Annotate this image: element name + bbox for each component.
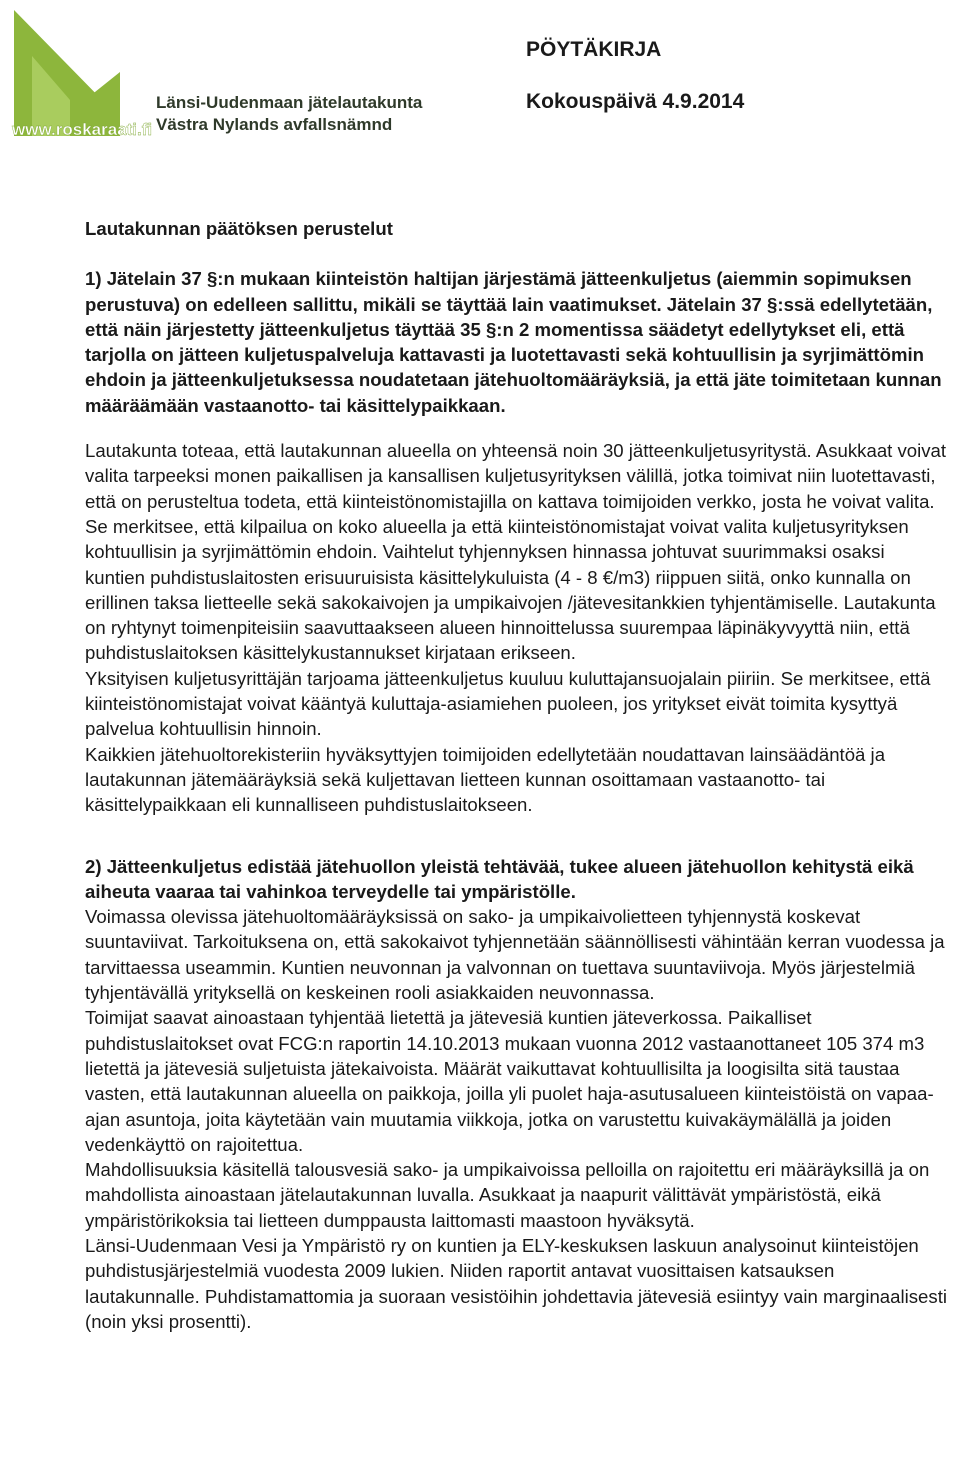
paragraph-waste-register: Kaikkien jätehuoltorekisteriin hyväksyttyjen toimijoiden edellytetään noudattavan lainsäädäntöä ja lautakunnan jätemääräyksiä sekä kuljettavan lietteen kunnan osoittamaan vastaanotto- tai käsittelypaikkaan eli kunnalliseen puhdistuslaitokseen. [85, 743, 886, 816]
logo-website: www.roskaraati.fi [12, 120, 153, 139]
logo-org-fi: Länsi-Uudenmaan jätelautakunta [156, 93, 423, 112]
document-title: PÖYTÄKIRJA [526, 38, 662, 61]
org-logo [8, 8, 428, 143]
paragraph-consumer-protection: Yksityisen kuljetusyrittäjän tarjoama jätteenkuljetus kuuluu kuluttajansuojalain piiriin. Se merkitsee, että kiinteistönomistajat voivat kääntyä kuluttaja-asiamiehen puoleen, jos yritykset eivät toimita kysyttyä palvelua kohtuullisin hinnoin. [85, 667, 931, 740]
paragraph-field-treatment: Mahdollisuuksia käsitellä talousvesiä sako- ja umpikaivoissa pelloilla on rajoitettu eri määräyksillä ja on mahdollista ainoastaan jätelautakunnan luvalla. Asukkaat ja naapurit välittävät ympäristöstä, eikä ympäristörikoksia tai lietteen dumppausta laittomasti maastoon hyväksytä. [85, 1159, 930, 1231]
section-heading: Lautakunnan päätöksen perustelut [85, 218, 393, 239]
paragraph-analysis: Länsi-Uudenmaan Vesi ja Ympäristö ry on kuntien ja ELY-keskuksen laskuun analysoinut kiinteistöjen puhdistusjärjestelmiä vuodesta 2009 lukien. Niiden raportit antavat vuosittaisen katsauksen lautakunnalle. Puhdistamattomia ja suoraan vesistöihin johdettavia jätevesiä esiintyy vain marginaalisesti (noin yksi prosentti). [85, 1234, 947, 1332]
meeting-date: Kokouspäivä 4.9.2014 [526, 90, 745, 113]
paragraph-treatment-plants: Toimijat saavat ainoastaan tyhjentää lietettä ja jätevesiä kuntien jäteverkossa. Paikalliset puhdistuslaitokset ovat FCG:n raportin 14.10.2013 mukaan vuonna 2012 vastaanottaneet 105 374 m3 lietettä ja jätevesiä suljetuista jätekaivoista. Määrät vaikuttavat kohtuullisilta ja loogisilta sitä taustaa vasten, että lautakunnan alueella on paikkoja, joilla yli puolet haja-asutusalueen kiinteistöistä on vapaa-ajan asuntoja, joita käytetään vain muutamia viikkoja, jotka on varustettu kuivakäymälällä ja joiden vedenkäyttö on rajoitettua. [85, 1007, 934, 1155]
justification-point-1: 1) Jätelain 37 §:n mukaan kiinteistön haltijan järjestämä jätteenkuljetus (aiemmin sopimuksen perustuva) on edelleen sallittu, mikäli se täyttää lain vaatimukset. Jätelain 37 §:ssä edellytetään, että näin järjestetty jätteenkuljetus täyttää 35 §:n 2 momentissa säädetyt edellytykset eli, että tarjolla on jätteen kuljetuspalveluja kattavasti ja luotettavasti sekä kohtuullisin ja syrjimättömin ehdoin ja jätteenkuljetuksessa noudatetaan jätehuoltomääräyksiä, ja että jäte toimitetaan kunnan määräämään vastaanotto- tai käsittelypaikkaan. [85, 268, 942, 416]
document-body [85, 216, 949, 1334]
logo-org-sv: Västra Nylands avfallsnämnd [156, 115, 393, 134]
paragraph-transport-companies: Lautakunta toteaa, että lautakunnan alueella on yhteensä noin 30 jätteenkuljetusyritystä. Asukkaat voivat valita tarpeeksi monen paikallisen ja kansallisen kuljetusyrityksen välillä, jotka toimivat niin luotettavasti, että on perusteltua todeta, että kiinteistönomistajilla on kattava toimijoiden verkko, josta he voivat valita. Se merkitsee, että kilpailua on koko alueella ja että kiinteistönomistajat voivat valita kuljetusyrityksen kohtuullisin ja syrjimättömin ehdoin. Vaihtelut tyhjennyksen hinnassa johtuvat suurimmaksi osaksi kuntien puhdistuslaitosten erisuuruisista käsittelykuluista (4 - 8 €/m3) riippuen siitä, onko kunnalla on erillinen taksa lietteelle sekä sakokaivojen ja umpikaivojen /jätevesitankkien tyhjentämiselle. Lautakunta on ryhtynyt toimenpiteisiin saavuttaakseen alueen hinnoittelussa suurempaa läpinäkyvyyttä niin, että puhdistuslaitoksen käsittelykustannukset kirjataan erikseen. [85, 440, 947, 664]
justification-point-2: 2) Jätteenkuljetus edistää jätehuollon yleistä tehtävää, tukee alueen jätehuollon kehitystä eikä aiheuta vaaraa tai vahinkoa terveydelle tai ympäristölle. [85, 855, 914, 902]
paragraph-regulations: Voimassa olevissa jätehuoltomääräyksissä on sako- ja umpikaivolietteen tyhjennystä koskevat suuntaviivat. Tarkoituksena on, että sakokaivot tyhjennetään säännöllisesti vähintään kerran vuodessa ja tarvittaessa useammin. Kuntien neuvonnan ja valvonnan on tuettava suuntaviivoja. Myös järjestelmiä tyhjentävällä yrityksellä on keskeinen rooli asiakkaiden neuvonnassa. [85, 906, 945, 1004]
